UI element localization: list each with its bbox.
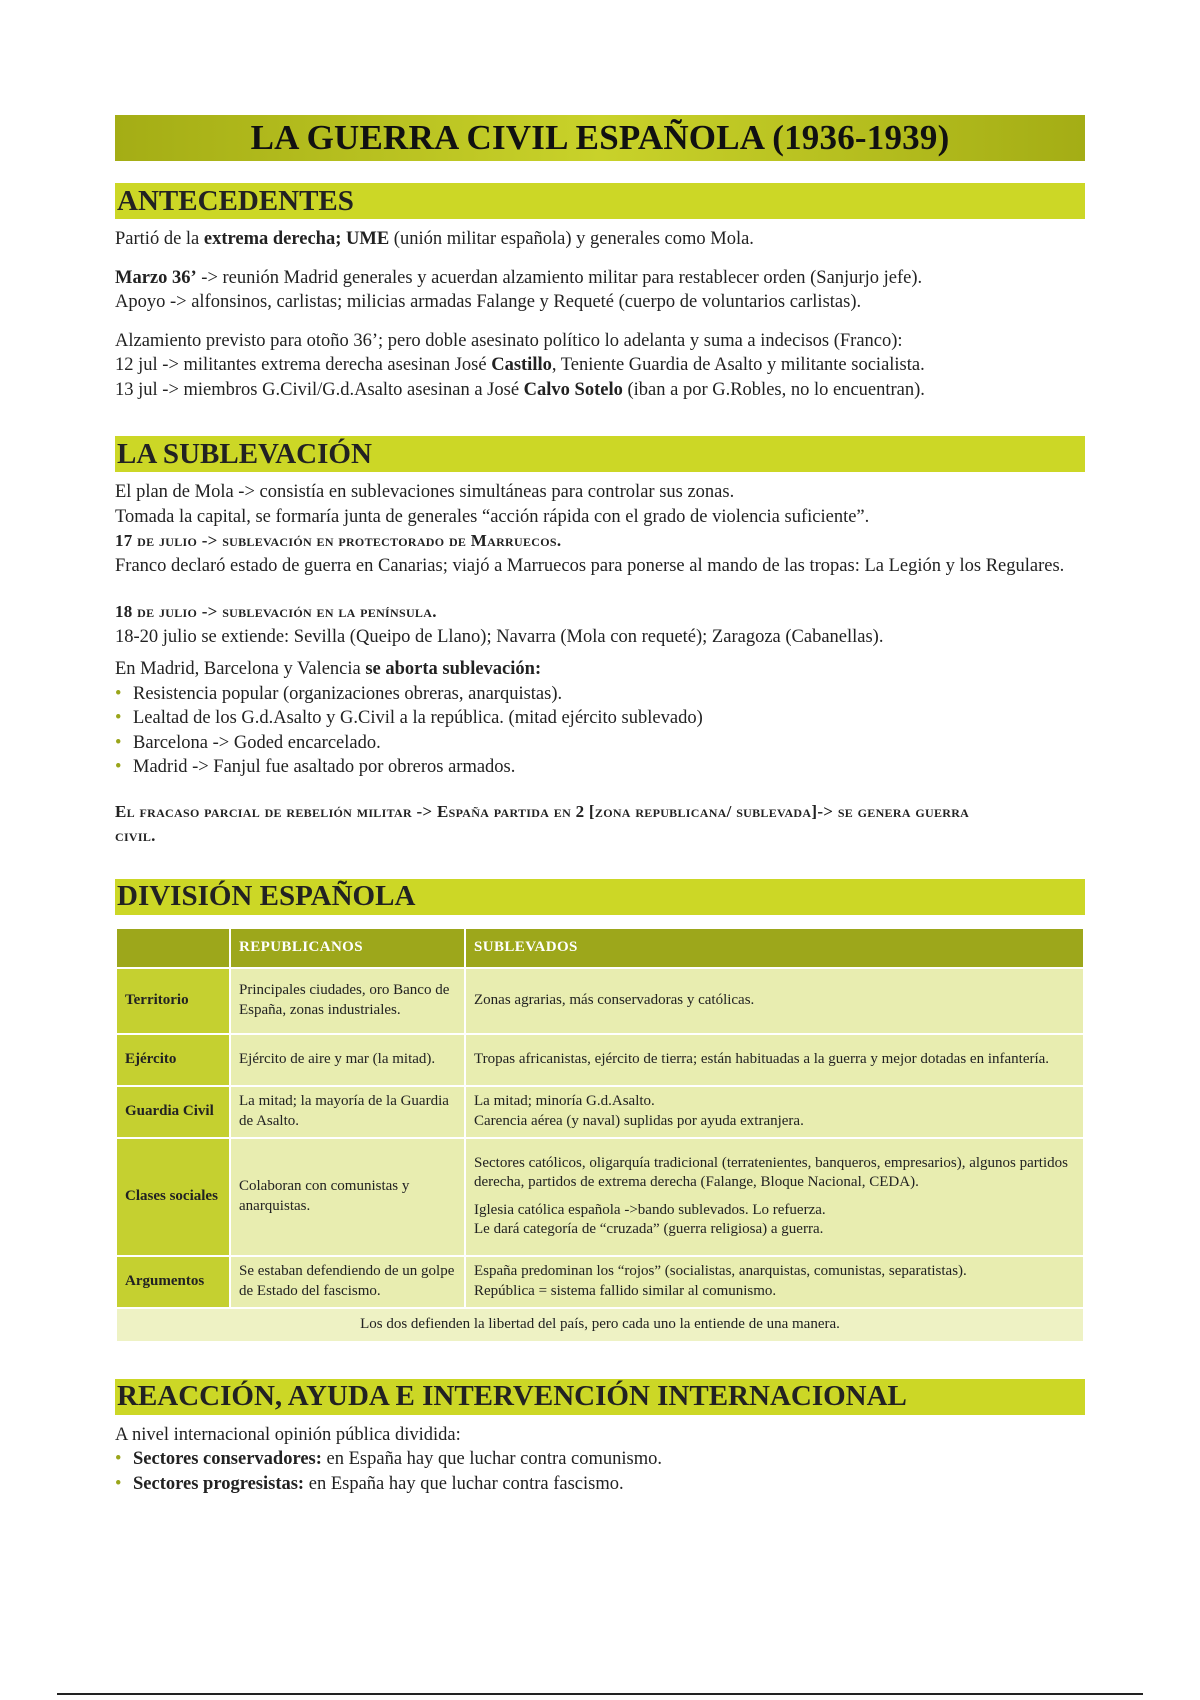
list-item: [115, 755, 1085, 780]
list-item: [115, 1447, 1085, 1472]
row-label: Territorio: [116, 968, 230, 1034]
text: Franco declaró estado de guerra en Canarias; viajó a Marruecos para ponerse al mando de las tropas: La Legión y los Regulares.: [115, 555, 1065, 576]
row-label: Guardia Civil: [116, 1086, 230, 1138]
section-heading: ANTECEDENTES: [117, 184, 354, 217]
sublevados-cell: Tropas africanistas, ejército de tierra; están habituadas a la guerra y mejor dotadas en infantería.: [465, 1034, 1084, 1086]
sublevacion-bullet-list: [115, 682, 1085, 780]
table-row: [116, 968, 1084, 1034]
text: (iban a por G.Robles, no lo encuentran).: [622, 379, 925, 400]
text: , Teniente Guardia de Asalto y militante socialista.: [551, 355, 925, 375]
text: en España hay que luchar contra fascismo.: [304, 1473, 624, 1494]
text: Barcelona -> Goded encarcelado.: [133, 732, 381, 753]
sublevados-cell: [465, 1086, 1084, 1138]
republicanos-cell: La mitad; la mayoría de la Guardia de Asalto.: [230, 1086, 465, 1138]
text: Le dará categoría de “cruzada” (guerra religiosa) a guerra.: [474, 1221, 824, 1237]
row-label: Ejército: [116, 1034, 230, 1086]
header-sublevados: SUBLEVADOS: [465, 928, 1084, 968]
table-row: [116, 1256, 1084, 1308]
cell-paragraph: [474, 1201, 1075, 1240]
title-banner: [115, 115, 1085, 161]
text: Carencia aérea (y naval) suplidas por ayuda extranjera.: [474, 1112, 804, 1129]
bullet-icon: •: [115, 757, 122, 777]
text: Partió de la: [115, 229, 204, 249]
sublevados-cell: [465, 1138, 1084, 1256]
antecedentes-p3: [115, 329, 1085, 403]
section-heading: DIVISIÓN ESPAÑOLA: [117, 880, 416, 912]
bullet-icon: •: [115, 732, 122, 753]
text: Madrid -> Fanjul fue asaltado por obreros armados.: [133, 757, 516, 777]
table-header-row: [116, 928, 1084, 968]
text: -> reunión Madrid generales y acuerdan alzamiento militar para restablecer orden (Sanjurjo jefe).: [196, 267, 923, 288]
row-label: Clases sociales: [116, 1138, 230, 1256]
bullet-icon: •: [115, 708, 122, 728]
bold-text: Sectores progresistas:: [133, 1473, 305, 1494]
footer-rule: [57, 1693, 1143, 1695]
header-empty-cell: [116, 928, 230, 968]
text: La mitad; minoría G.d.Asalto.: [474, 1093, 655, 1109]
list-item: [115, 706, 1085, 731]
section-heading: LA SUBLEVACIÓN: [117, 437, 372, 470]
document-title: LA GUERRA CIVIL ESPAÑOLA (1936-1939): [250, 118, 950, 157]
bullet-icon: •: [115, 1449, 122, 1469]
sublevados-cell: Zonas agrarias, más conservadoras y católicas.: [465, 968, 1084, 1034]
table-row: [116, 1034, 1084, 1086]
list-item: [115, 1472, 1085, 1497]
bullet-icon: •: [115, 683, 122, 704]
sublevacion-conclusion: [115, 800, 995, 849]
bold-text: se aborta sublevación:: [365, 659, 542, 679]
event-heading: 17 de julio -> sublevación en protectorado de Marruecos.: [115, 531, 562, 550]
division-table: [115, 927, 1085, 1343]
table-row: [116, 1086, 1084, 1138]
text: Alzamiento previsto para otoño 36’; pero doble asesinato político lo adelanta y suma a indecisos (Franco):: [115, 330, 903, 351]
republicanos-cell: Se estaban defendiendo de un golpe de Estado del fascismo.: [230, 1256, 465, 1308]
sublevacion-block-2: [115, 600, 1085, 649]
sublevados-cell: [465, 1256, 1084, 1308]
list-item: [115, 731, 1085, 756]
section-heading: REACCIÓN, AYUDA E INTERVENCIÓN INTERNACIONAL: [117, 1380, 907, 1412]
republicanos-cell: Ejército de aire y mar (la mitad).: [230, 1034, 465, 1086]
document-page: [115, 115, 1085, 1496]
text: 18-20 julio se extiende: Sevilla (Queipo de Llano); Navarra (Mola con requeté); Zaragoza (Cabanellas).: [115, 626, 884, 647]
bold-text: Calvo Sotelo: [523, 379, 623, 400]
bold-text: Marzo 36’: [115, 267, 197, 288]
list-item: [115, 682, 1085, 707]
text: Iglesia católica española ->bando sublevados. Lo refuerza.: [474, 1201, 826, 1218]
section-sublevacion-header: [115, 436, 1085, 472]
antecedentes-p2: [115, 266, 1085, 315]
antecedentes-p1: [115, 227, 1085, 252]
conclusion-text: El fracaso parcial de rebelión militar -> España partida en 2 [zona republicana/ sublevada]-> se genera guerra civil.: [115, 801, 970, 845]
text: en España hay que luchar contra comunismo.: [321, 1449, 662, 1469]
bold-text: Castillo: [491, 355, 552, 375]
row-label: Argumentos: [116, 1256, 230, 1308]
text: 12 jul -> militantes extrema derecha asesinan José: [115, 355, 492, 375]
text: República = sistema fallido similar al comunismo.: [474, 1282, 777, 1299]
reaccion-bullet-list: [115, 1447, 1085, 1496]
table-footer-note: Los dos defienden la libertad del país, pero cada uno la entiende de una manera.: [116, 1308, 1084, 1342]
text: Sectores católicos, oligarquía tradicional (terratenientes, banqueros, empresarios), algunos partidos derecha, partidos de extrema derecha (Falange, Bloque Nacional, CEDA).: [474, 1154, 1068, 1190]
table-footer-row: [116, 1308, 1084, 1342]
text: Resistencia popular (organizaciones obreras, anarquistas).: [133, 683, 563, 704]
text: Tomada la capital, se formaría junta de generales “acción rápida con el grado de violencia suficiente”.: [115, 506, 870, 527]
section-division-header: [115, 879, 1085, 915]
text: El plan de Mola -> consistía en sublevaciones simultáneas para controlar sus zonas.: [115, 482, 735, 502]
section-antecedentes-header: [115, 183, 1085, 219]
text: En Madrid, Barcelona y Valencia: [115, 659, 366, 679]
bold-text: extrema derecha; UME: [203, 229, 390, 249]
text: España predominan los “rojos” (socialistas, anarquistas, comunistas, separatistas).: [474, 1263, 967, 1279]
text: 13 jul -> miembros G.Civil/G.d.Asalto asesinan a José: [115, 379, 524, 400]
republicanos-cell: Principales ciudades, oro Banco de España, zonas industriales.: [230, 968, 465, 1034]
bold-text: Sectores conservadores:: [133, 1449, 322, 1469]
table-row: [116, 1138, 1084, 1256]
event-heading: 18 de julio -> sublevación en la península.: [115, 602, 437, 621]
section-reaccion-header: [115, 1379, 1085, 1415]
text: Apoyo -> alfonsinos, carlistas; milicias armadas Falange y Requeté (cuerpo de voluntarios carlistas).: [115, 292, 862, 312]
sublevacion-block-3: [115, 657, 1085, 682]
bullet-icon: •: [115, 1473, 122, 1494]
text: Lealtad de los G.d.Asalto y G.Civil a la república. (mitad ejército sublevado): [133, 708, 703, 728]
header-republicanos: REPUBLICANOS: [230, 928, 465, 968]
republicanos-cell: Colaboran con comunistas y anarquistas.: [230, 1138, 465, 1256]
sublevacion-block-1: [115, 480, 1085, 578]
text: (unión militar española) y generales como Mola.: [389, 229, 754, 249]
reaccion-intro: A nivel internacional opinión pública dividida:: [115, 1424, 461, 1445]
